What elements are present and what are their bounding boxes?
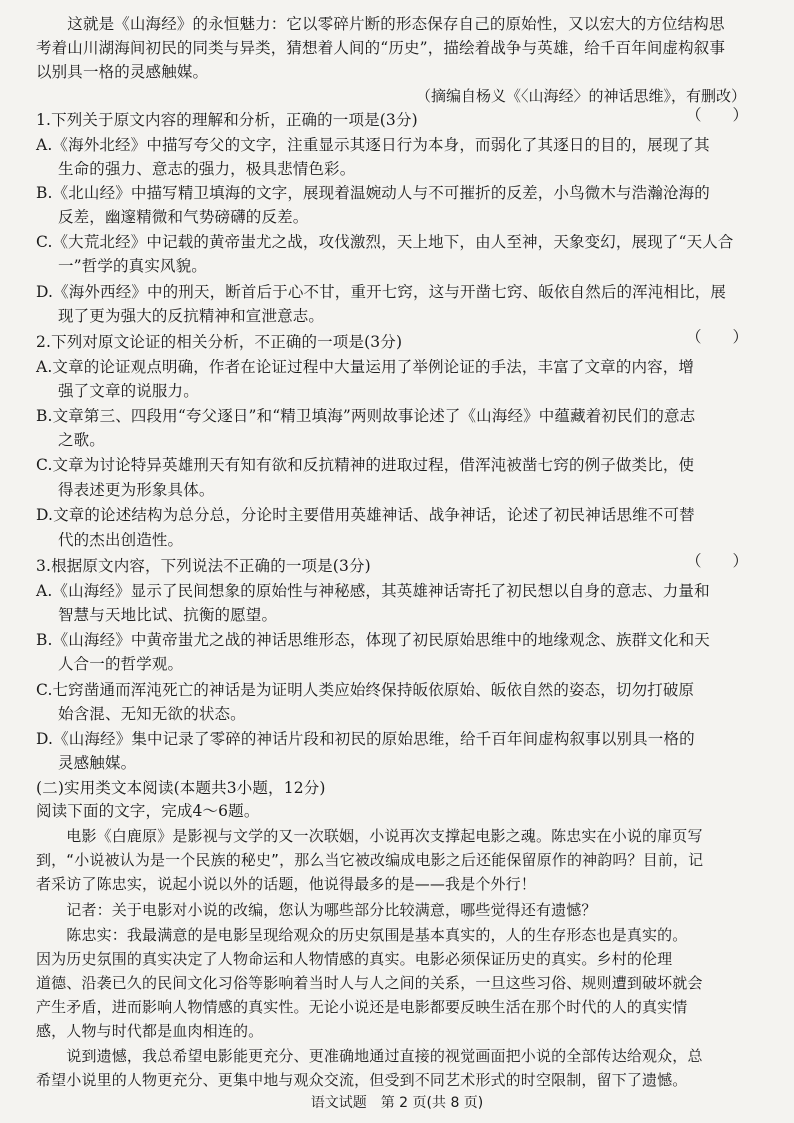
question-1-answer-blank: （ ） — [686, 106, 749, 124]
question-1-stem: 1.下列关于原文内容的理解和分析，正确的一项是(3分) — [36, 111, 418, 129]
q1-option-b-line-2: 反差，幽邃精微和气势磅礴的反差。 — [58, 208, 309, 226]
passage-line: 道德、沿袭已久的民间文化习俗等影响着当时人与人之间的关系，一旦这些习俗、规则遭到破坏就会 — [36, 974, 703, 992]
q2-option-c-line-1: C.文章为讨论特异英雄刑天有知有欲和反抗精神的进取过程，借浑沌被凿七窍的例子做类比，使 — [36, 456, 695, 474]
question-2-stem: 2.下列对原文论证的相关分析，不正确的一项是(3分) — [36, 333, 403, 351]
question-3-answer-blank: （ ） — [686, 552, 749, 570]
q1-option-a-line-2: 生命的强力、意志的强力，极具悲情色彩。 — [58, 160, 356, 178]
passage-line: 感，人物与时代都是血肉相连的。 — [36, 1022, 264, 1040]
q2-option-a-line-1: A.文章的论证观点明确，作者在论证过程中大量运用了举例论证的手法，丰富了文章的内容，增 — [36, 358, 695, 376]
question-3-stem: 3.根据原文内容，下列说法不正确的一项是(3分) — [36, 557, 371, 575]
q1-option-a-line-1: A.《海外北经》中描写夸父的文字，注重显示其逐日行为本身，而弱化了其逐日的目的，展现了其 — [36, 136, 710, 154]
question-2-answer-blank: （ ） — [686, 328, 749, 346]
q3-option-a-line-2: 智慧与天地比试、抗衡的愿望。 — [58, 606, 278, 624]
q3-option-d-line-2: 灵感触媒。 — [58, 754, 137, 772]
passage-line: 陈忠实：我最满意的是电影呈现给观众的历史氛围是基本真实的，人的生存形态也是真实的。 — [36, 926, 688, 944]
q1-option-c-line-1: C.《大荒北经》中记载的黄帝蚩尤之战，攻伐激烈，天上地下，由人至神，天象变幻，展现了“天人合 — [36, 233, 734, 251]
passage-line: 记者：关于电影对小说的改编，您认为哪些部分比较满意，哪些觉得还有遗憾？ — [36, 901, 597, 919]
q2-option-b-line-2: 之歌。 — [58, 431, 105, 449]
q3-option-c-line-2: 始含混、无知无欲的状态。 — [58, 705, 246, 723]
q3-option-b-line-2: 人合一的哲学观。 — [58, 655, 184, 673]
q3-option-c-line-1: C.七窍凿通而浑沌死亡的神话是为证明人类应始终保持皈依原始、皈依自然的姿态，切勿打破原 — [36, 681, 695, 699]
intro-line-1: 这就是《山海经》的永恒魅力：它以零碎片断的形态保存自己的原始性，又以宏大的方位结构思 — [36, 15, 725, 33]
q1-option-c-line-2: 一”哲学的真实风貌。 — [58, 257, 207, 275]
page-footer: 语文试题 第 2 页(共 8 页) — [310, 1095, 484, 1111]
q2-option-d-line-2: 代的杰出创造性。 — [58, 531, 184, 549]
section-2-instruction: 阅读下面的文字，完成4～6题。 — [36, 802, 260, 820]
passage-line: 因为历史氛围的真实决定了人物命运和人物情感的真实。电影必须保证历史的真实。乡村的伦理 — [36, 950, 673, 968]
intro-line-2: 考着山川湖海间初民的同类与异类，猜想着人间的“历史”，描绘着战争与英雄，给千百年间虚构叙事 — [36, 39, 726, 57]
q1-option-d-line-2: 现了更为强大的反抗精神和宣泄意志。 — [58, 307, 325, 325]
q3-option-d-line-1: D.《山海经》集中记录了零碎的神话片段和初民的原始思维，给千百年间虚构叙事以别具一格的 — [36, 730, 695, 748]
intro-line-3: 以别具一格的灵感触媒。 — [36, 63, 209, 81]
q2-option-a-line-2: 强了文章的说服力。 — [58, 382, 199, 400]
passage-line: 到，“小说被认为是一个民族的秘史”，那么当它被改编成电影之后还能保留原作的神韵吗？目前，记 — [36, 851, 704, 869]
passage-line: 者采访了陈忠实，说起小说以外的话题，他说得最多的是——我是个外行！ — [36, 875, 536, 893]
section-2-heading: (二)实用类文本阅读(本题共3小题，12分) — [36, 779, 326, 797]
passage-line: 产生矛盾，进而影响人物情感的真实性。无论小说还是电影都要反映生活在那个时代的人的真实情 — [36, 998, 688, 1016]
passage-line: 希望小说里的人物更充分、更集中地与观众交流，但受到不同艺术形式的时空限制，留下了遗憾。 — [36, 1071, 688, 1089]
passage-line: 说到遗憾，我总希望电影能更充分、更准确地通过直接的视觉画面把小说的全部传达给观众，总 — [36, 1047, 703, 1065]
q2-option-c-line-2: 得表述更为形象具体。 — [58, 481, 215, 499]
q3-option-a-line-1: A.《山海经》显示了民间想象的原始性与神秘感，其英雄神话寄托了初民想以自身的意志、力量和 — [36, 582, 710, 600]
q2-option-d-line-1: D.文章的论述结构为总分总，分论时主要借用英雄神话、战争神话，论述了初民神话思维不可替 — [36, 506, 695, 524]
passage-line: 电影《白鹿原》是影视与文学的又一次联姻，小说再次支撑起电影之魂。陈忠实在小说的扉页写 — [36, 827, 703, 845]
q2-option-b-line-1: B.文章第三、四段用“夸父逐日”和“精卫填海”两则故事论述了《山海经》中蕴藏着初民们的意志 — [36, 407, 696, 425]
source-citation: （摘编自杨义《〈山海经〉的神话思维》，有删改） — [415, 87, 746, 105]
q3-option-b-line-1: B.《山海经》中黄帝蚩尤之战的神话思维形态，体现了初民原始思维中的地缘观念、族群文化和天 — [36, 631, 710, 649]
q1-option-b-line-1: B.《北山经》中描写精卫填海的文字，展现着温婉动人与不可摧折的反差，小鸟微木与浩瀚沧海的 — [36, 184, 710, 202]
q1-option-d-line-1: D.《海外西经》中的刑天，断首后于心不甘，重开七窍，这与开凿七窍、皈依自然后的浑沌相比，展 — [36, 283, 727, 301]
